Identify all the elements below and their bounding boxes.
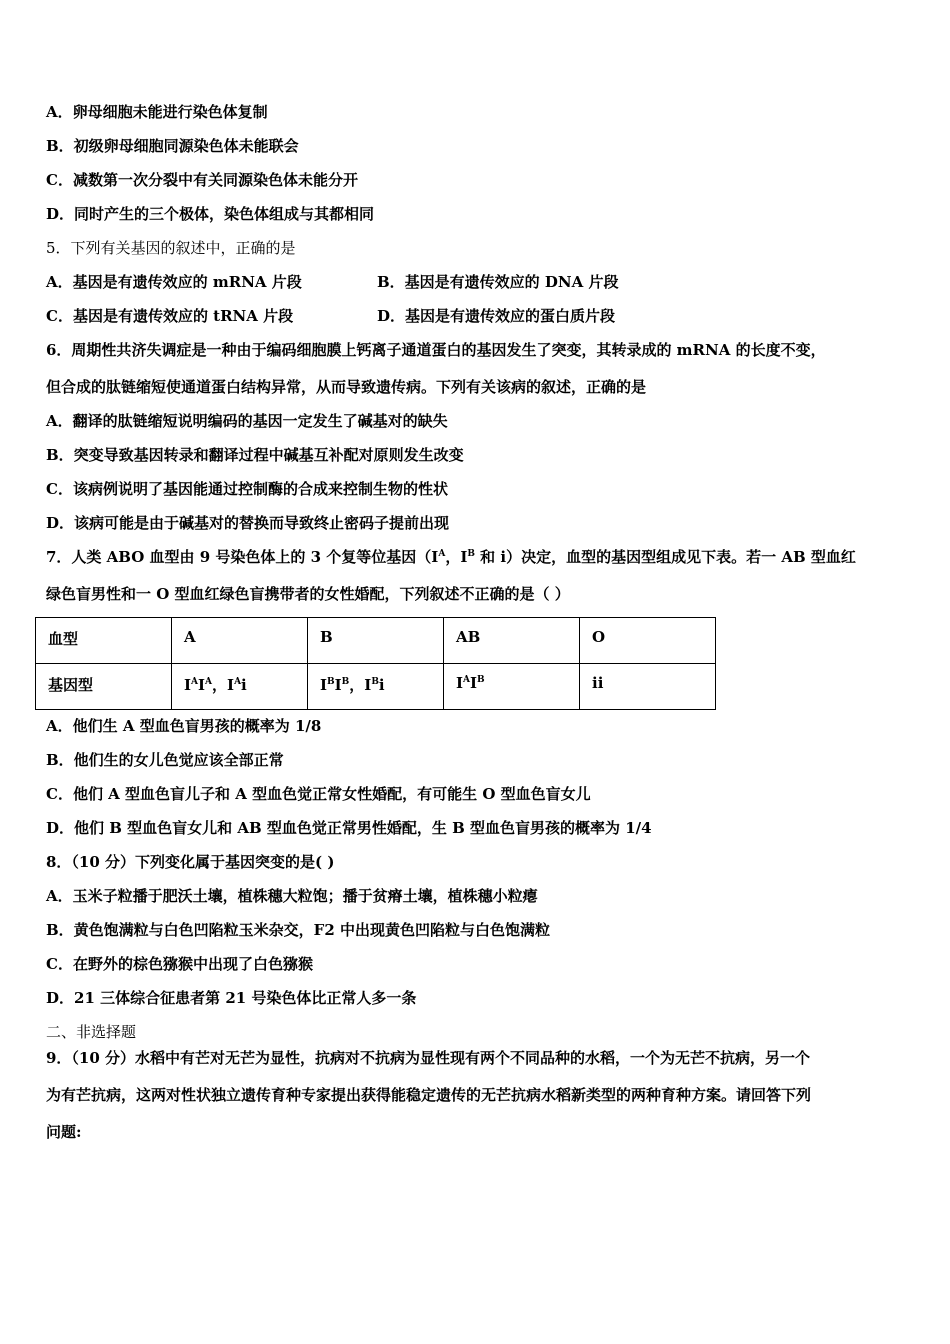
q8-option-a: A．玉米子粒播于肥沃土壤，植株穗大粒饱；播于贫瘠土壤，植株穗小粒瘪 xyxy=(46,887,538,905)
q9-line2: 为有芒抗病，这两对性状独立遗传育种专家提出获得能稳定遗传的无芒抗病水稻新类型的两种育种方案。请回答下列 xyxy=(46,1086,812,1104)
q9-line1: 9．（10 分）水稻中有芒对无芒为显性，抗病对不抗病为显性现有两个不同品种的水稻，一个为无芒不抗病，另一个 xyxy=(46,1049,811,1067)
q4-option-d: D．同时产生的三个极体，染色体组成与其都相同 xyxy=(46,205,375,223)
table-cell: $I^AI^B$ xyxy=(444,664,580,710)
q7-option-a: A．他们生 A 型血色盲男孩的概率为 1/8 xyxy=(46,717,322,735)
q9-line3: 问题: xyxy=(46,1123,82,1141)
q8-option-d: D．21 三体综合征患者第 21 号染色体比正常人多一条 xyxy=(46,989,417,1007)
q7-option-d: D．他们 B 型血色盲女儿和 AB 型血色觉正常男性婚配，生 B 型血色盲男孩的概率为 1/4 xyxy=(46,819,652,837)
q7-option-b: B．他们生的女儿色觉应该全部正常 xyxy=(46,751,284,769)
q7-option-c: C．他们 A 型血色盲儿子和 A 型血色觉正常女性婚配，有可能生 O 型血色盲女儿 xyxy=(46,785,591,803)
q6-option-a: A．翻译的肽链缩短说明编码的基因一定发生了碱基对的缺失 xyxy=(46,412,448,430)
q5-option-c: C．基因是有遗传效应的 tRNA 片段 xyxy=(46,307,294,325)
q4-option-a: A．卵母细胞未能进行染色体复制 xyxy=(46,103,268,121)
table-cell: ii xyxy=(580,664,716,710)
q4-option-c: C．减数第一次分裂中有关同源染色体未能分开 xyxy=(46,171,358,189)
table-cell: B xyxy=(308,618,444,664)
q6-stem-line2: 但合成的肽链缩短使通道蛋白结构异常，从而导致遗传病。下列有关该病的叙述，正确的是 xyxy=(46,378,647,396)
q5-option-a: A．基因是有遗传效应的 mRNA 片段 xyxy=(46,273,302,291)
table-header-row xyxy=(36,618,716,664)
q8-option-b: B．黄色饱满粒与白色凹陷粒玉米杂交，F2 中出现黄色凹陷粒与白色饱满粒 xyxy=(46,921,550,939)
table-cell: AB xyxy=(444,618,580,664)
q6-stem-line1: 6．周期性共济失调症是一种由于编码细胞膜上钙离子通道蛋白的基因发生了突变，其转录成的 mRNA 的长度不变， xyxy=(46,341,826,359)
q5-stem: 5．下列有关基因的叙述中，正确的是 xyxy=(46,239,296,257)
q5-option-b: B．基因是有遗传效应的 DNA 片段 xyxy=(377,273,619,291)
table-row xyxy=(36,664,716,710)
q6-option-b: B．突变导致基因转录和翻译过程中碱基互补配对原则发生改变 xyxy=(46,446,464,464)
table-cell: $I^AI^A$，$I^Ai$ xyxy=(172,664,308,710)
table-cell: 血型 xyxy=(36,618,172,664)
q8-stem: 8．（10 分）下列变化属于基因突变的是( ) xyxy=(46,853,335,871)
blood-type-table xyxy=(35,617,716,710)
table-cell: 基因型 xyxy=(36,664,172,710)
q4-option-b: B．初级卵母细胞同源染色体未能联会 xyxy=(46,137,299,155)
table-cell: $I^BI^B$，$I^Bi$ xyxy=(308,664,444,710)
q6-option-c: C．该病例说明了基因能通过控制酶的合成来控制生物的性状 xyxy=(46,480,448,498)
q7-stem-line1: 7．人类 ABO 血型由 9 号染色体上的 3 个复等位基因（$I^A$，$I^B$ 和 i）决定，血型的基因型组成见下表。若一 AB 型血红 xyxy=(46,548,856,566)
table-cell: A xyxy=(172,618,308,664)
q6-option-d: D．该病可能是由于碱基对的替换而导致终止密码子提前出现 xyxy=(46,514,450,532)
table-cell: O xyxy=(580,618,716,664)
q5-option-d: D．基因是有遗传效应的蛋白质片段 xyxy=(377,307,616,325)
q8-option-c: C．在野外的棕色猕猴中出现了白色猕猴 xyxy=(46,955,313,973)
q7-stem-line2: 绿色盲男性和一 O 型血红绿色盲携带者的女性婚配，下列叙述不正确的是（ ） xyxy=(46,585,570,603)
section-heading: 二、非选择题 xyxy=(46,1023,137,1041)
